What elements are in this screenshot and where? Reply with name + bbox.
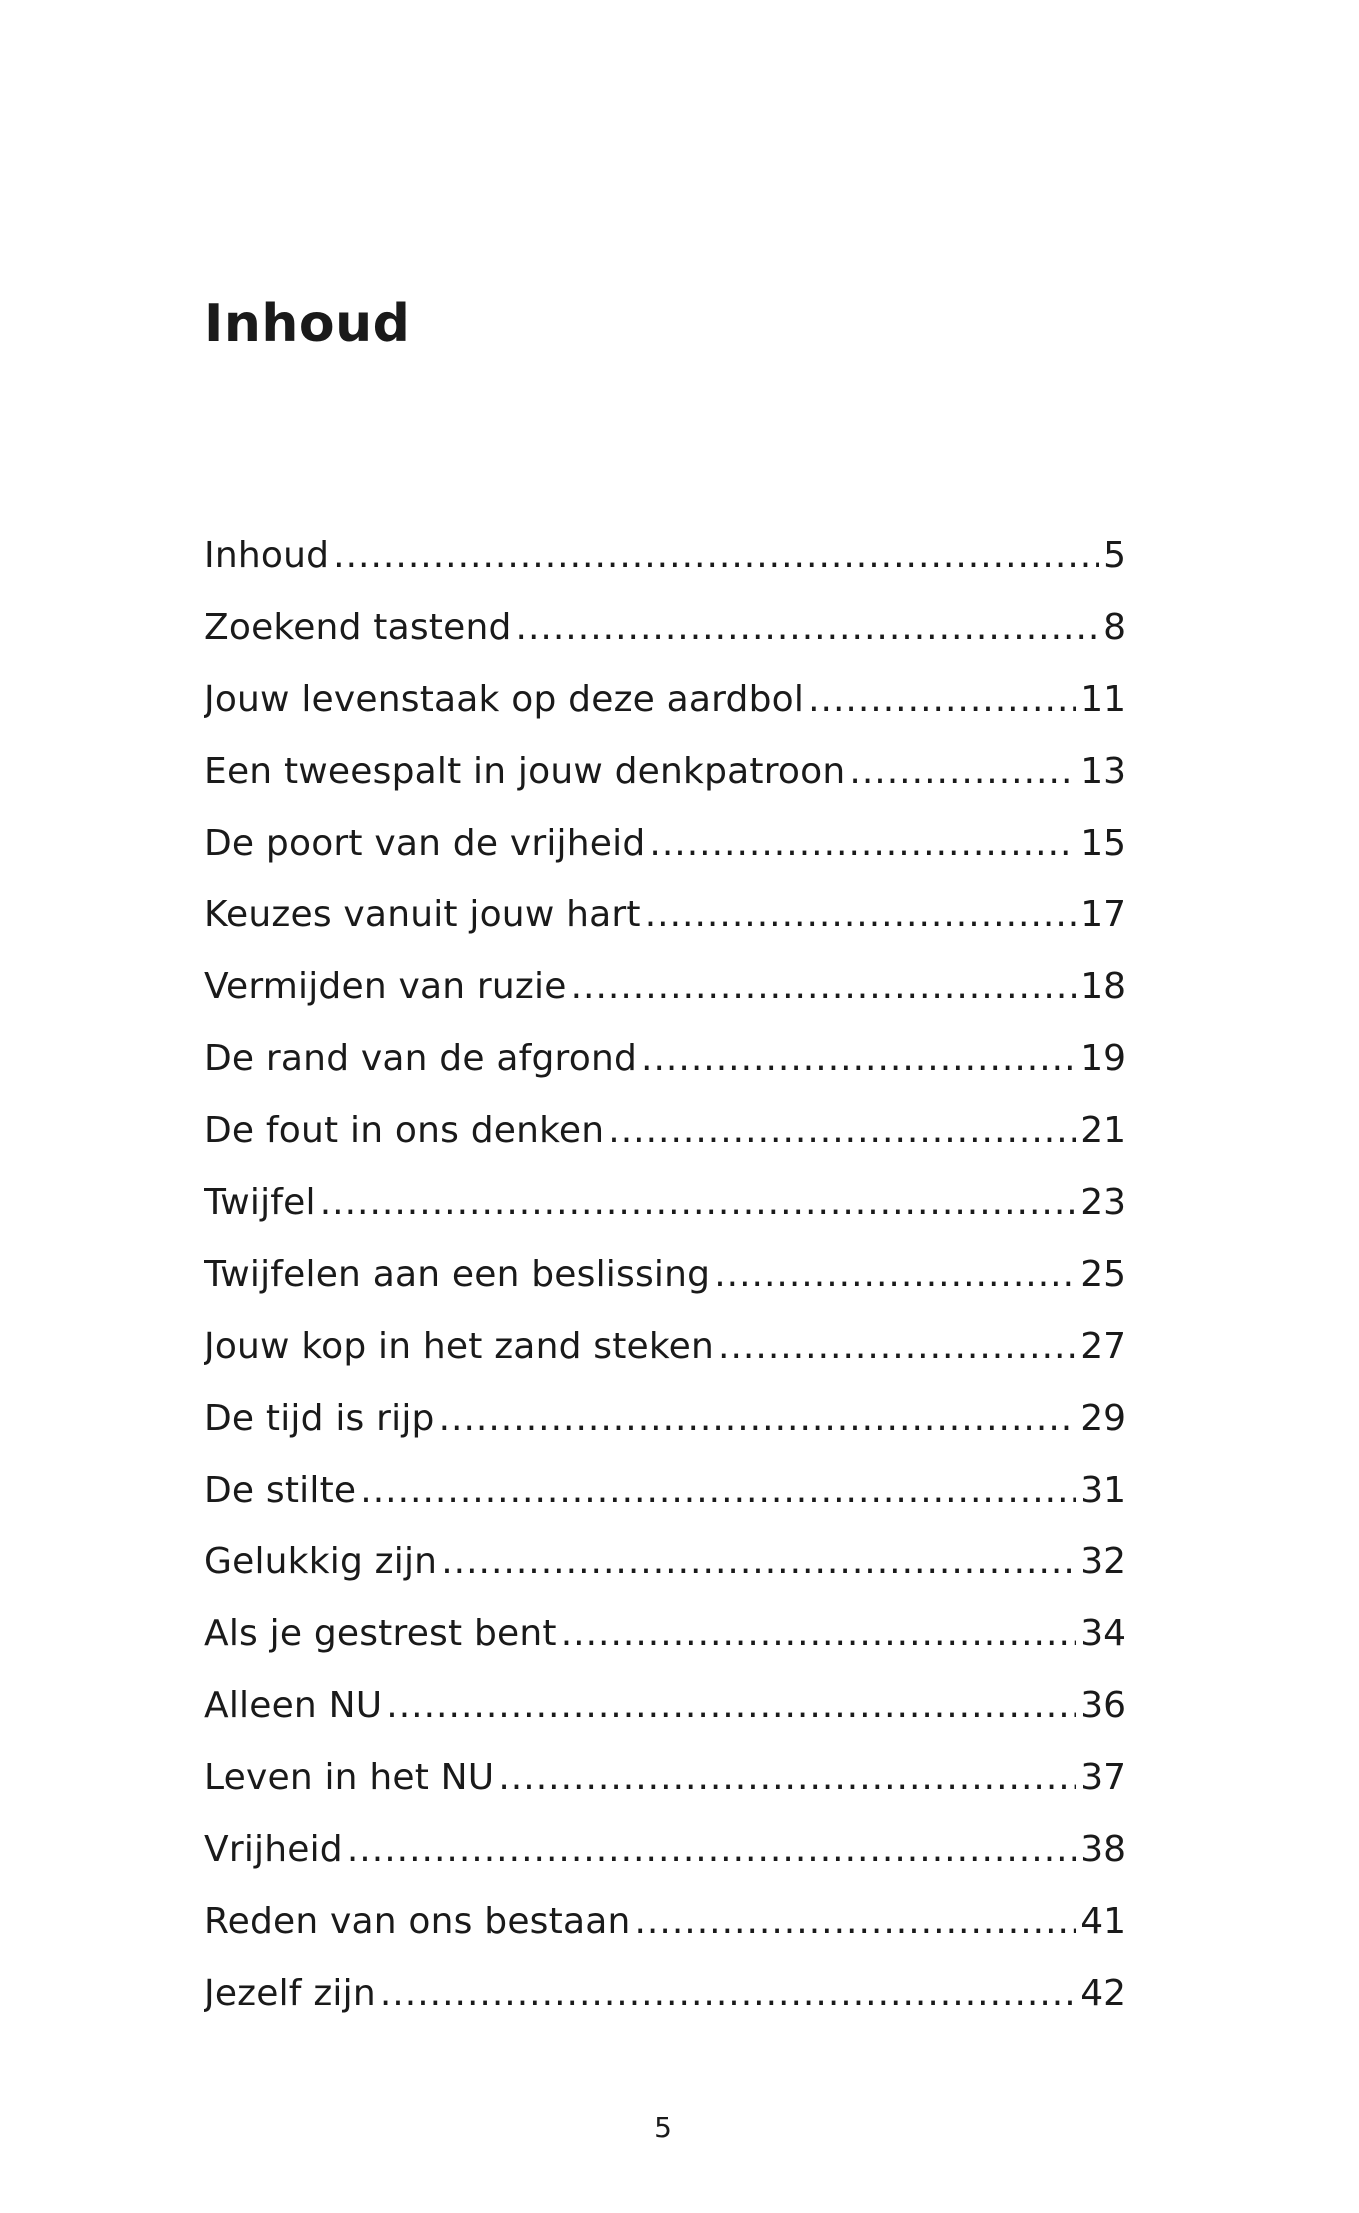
toc-entry-page: 11	[1080, 678, 1126, 720]
toc-dot-leader	[641, 1028, 1076, 1090]
toc-entry-page: 25	[1080, 1253, 1126, 1295]
toc-entry	[204, 1675, 1126, 1747]
toc-entry-page: 8	[1103, 606, 1126, 648]
toc-entry-page: 41	[1080, 1900, 1126, 1942]
toc-entry	[204, 1460, 1126, 1532]
page-number: 5	[654, 2111, 672, 2144]
toc-dot-leader	[380, 1963, 1076, 2025]
toc-entry-page: 38	[1080, 1829, 1126, 1871]
toc-entry-page: 36	[1080, 1685, 1126, 1727]
toc-dot-leader	[516, 597, 1100, 659]
toc-entry-title: De stilte	[204, 1469, 357, 1511]
toc-entry-page: 42	[1080, 1972, 1126, 2014]
toc-entry	[204, 1388, 1126, 1460]
toc-entry	[204, 525, 1126, 597]
toc-entry	[204, 813, 1126, 885]
toc-entry-title: De poort van de vrijheid	[204, 822, 646, 864]
toc-entry	[204, 1747, 1126, 1819]
toc-entry-title: Jezelf zijn	[204, 1972, 376, 2014]
toc-dot-leader	[645, 884, 1076, 946]
toc-entry-page: 34	[1080, 1613, 1126, 1655]
toc-entry-title: Een tweespalt in jouw denkpatroon	[204, 750, 846, 792]
toc-entry-title: Leven in het NU	[204, 1757, 495, 1799]
toc-dot-leader	[333, 525, 1099, 587]
toc-dot-leader	[347, 1819, 1076, 1881]
toc-dot-leader	[634, 1891, 1076, 1953]
toc-dot-leader	[649, 813, 1076, 875]
toc-entry-title: Zoekend tastend	[204, 606, 512, 648]
toc-entry-title: Als je gestrest bent	[204, 1613, 557, 1655]
toc-entry-title: Twijfel	[204, 1182, 316, 1224]
toc-dot-leader	[498, 1747, 1076, 1809]
toc-dot-leader	[608, 1100, 1076, 1162]
toc-dot-leader	[808, 669, 1076, 731]
toc-dot-leader	[386, 1675, 1076, 1737]
toc-entry	[204, 1100, 1126, 1172]
toc-entry	[204, 1963, 1126, 2035]
toc-entry	[204, 1172, 1126, 1244]
toc-entry	[204, 1603, 1126, 1675]
toc-entry-page: 19	[1080, 1038, 1126, 1080]
toc-entry	[204, 884, 1126, 956]
toc-entry-title: De tijd is rijp	[204, 1397, 435, 1439]
page-title: Inhoud	[204, 294, 411, 354]
toc-entry-title: De fout in ons denken	[204, 1110, 605, 1152]
toc-entry-page: 31	[1080, 1469, 1126, 1511]
toc-entry-page: 27	[1080, 1325, 1126, 1367]
toc-entry-page: 15	[1080, 822, 1126, 864]
toc-entry-title: Vrijheid	[204, 1829, 343, 1871]
toc-entry-page: 29	[1080, 1397, 1126, 1439]
toc-entry	[204, 1819, 1126, 1891]
toc-entry	[204, 1028, 1126, 1100]
toc-dot-leader	[360, 1460, 1076, 1522]
toc-entry-page: 13	[1080, 750, 1126, 792]
toc-entry-page: 5	[1103, 535, 1126, 576]
toc-entry-title: Jouw kop in het zand steken	[204, 1325, 715, 1367]
toc-entry-page: 32	[1080, 1541, 1126, 1583]
toc-entry	[204, 1316, 1126, 1388]
toc-entry	[204, 669, 1126, 741]
toc-entry-title: Gelukkig zijn	[204, 1541, 438, 1583]
toc-entry-title: Vermijden van ruzie	[204, 966, 567, 1008]
toc-dot-leader	[714, 1244, 1076, 1306]
toc-entry	[204, 956, 1126, 1028]
toc-entry	[204, 1244, 1126, 1316]
toc-entry-title: Reden van ons bestaan	[204, 1900, 631, 1942]
toc-entry	[204, 1891, 1126, 1963]
toc-dot-leader	[849, 741, 1076, 803]
toc-entry-title: Keuzes vanuit jouw hart	[204, 894, 641, 936]
toc-dot-leader	[439, 1388, 1077, 1450]
toc-dot-leader	[571, 956, 1077, 1018]
toc-entry-title: Inhoud	[204, 535, 330, 576]
toc-entry-page: 37	[1080, 1757, 1126, 1799]
toc-entry-page: 23	[1080, 1182, 1126, 1224]
toc-dot-leader	[320, 1172, 1076, 1234]
toc-entry-title: Twijfelen aan een beslissing	[204, 1253, 711, 1295]
table-of-contents	[204, 525, 1126, 2035]
toc-entry	[204, 741, 1126, 813]
toc-entry-title: Alleen NU	[204, 1685, 383, 1727]
toc-entry-title: De rand van de afgrond	[204, 1038, 638, 1080]
toc-entry-page: 21	[1080, 1110, 1126, 1152]
toc-dot-leader	[718, 1316, 1076, 1378]
toc-entry	[204, 597, 1126, 669]
toc-dot-leader	[441, 1531, 1076, 1593]
toc-entry	[204, 1531, 1126, 1603]
toc-entry-page: 17	[1080, 894, 1126, 936]
toc-entry-page: 18	[1080, 966, 1126, 1008]
toc-entry-title: Jouw levenstaak op deze aardbol	[204, 678, 805, 720]
toc-dot-leader	[561, 1603, 1076, 1665]
